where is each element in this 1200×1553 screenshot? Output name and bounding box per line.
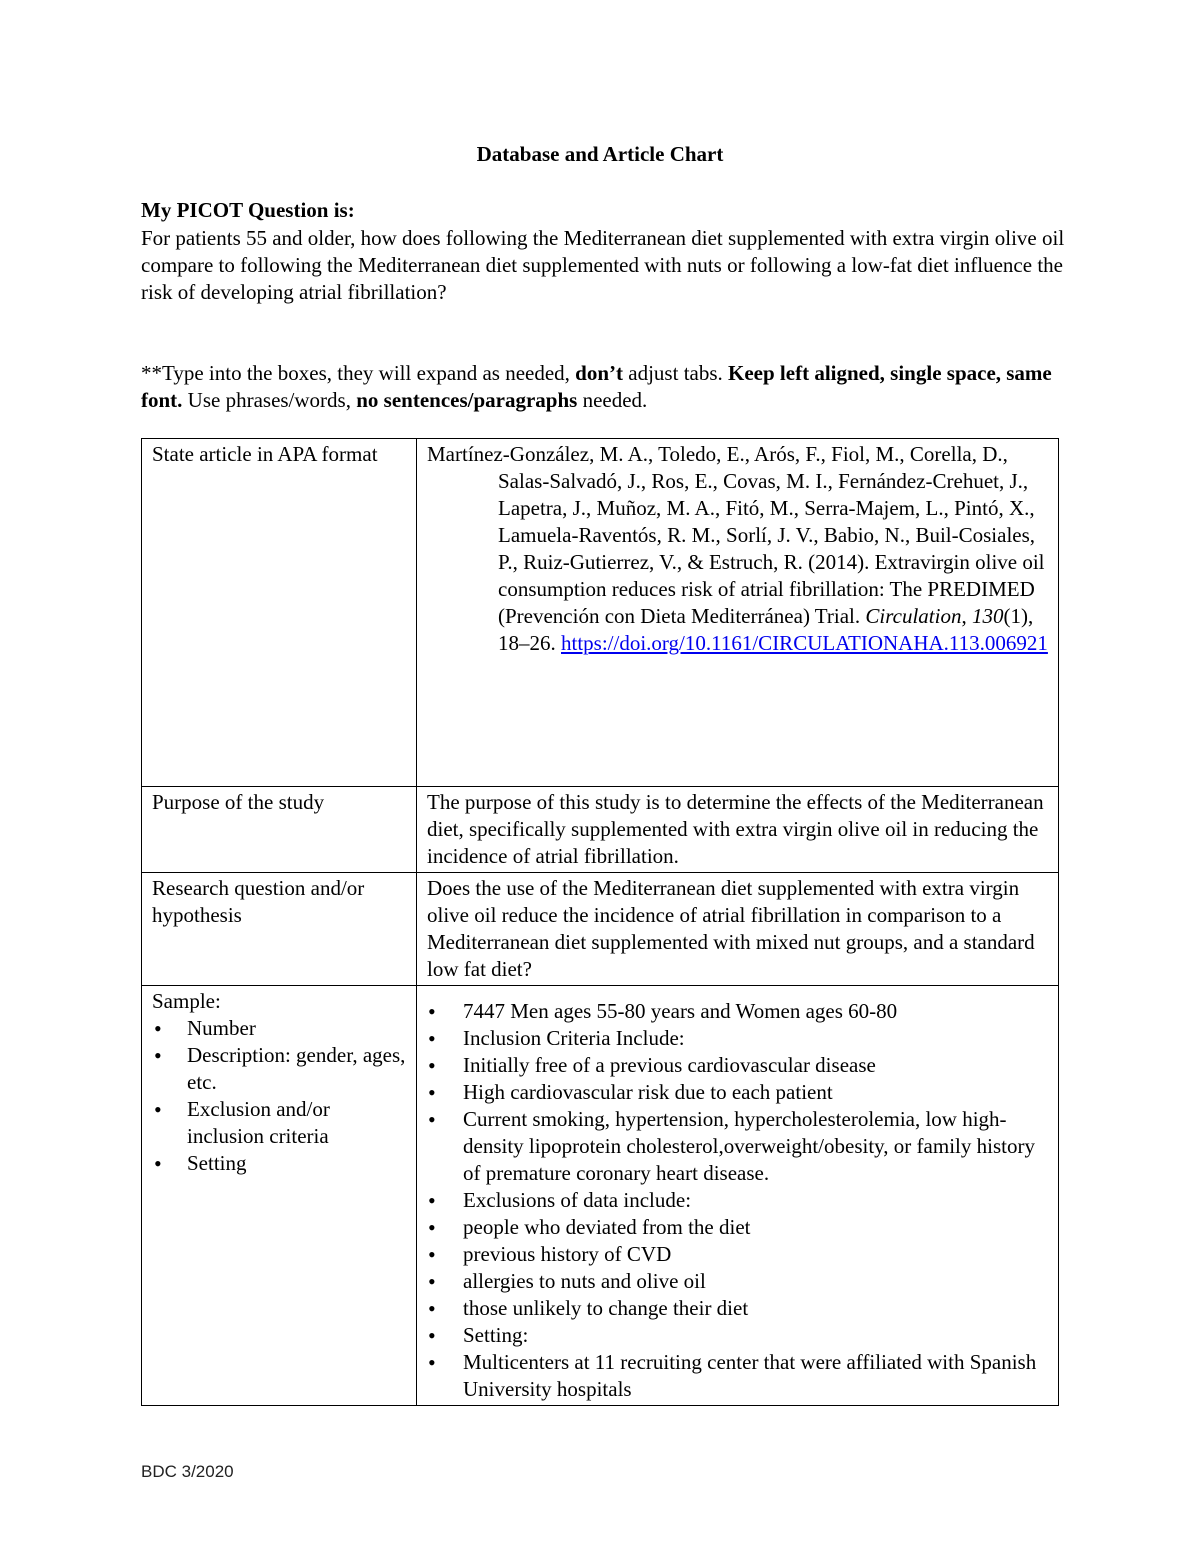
apa-citation: Martínez-González, M. A., Toledo, E., Arós, F., Fiol, M., Corella, D., Salas-Salvadó, J., Ros, E., Covas, M. I., Fernández-Crehuet, J., Lapetra, J., Muñoz, M. A., Fitó, M., Serra-Majem, L., Pintó, X., Lamuela-Raventós, R. M., Sorlí, J. V., Babio, N., Buil-Cosiales, P., Ruiz-Gutierrez, V., & Estruch, R. (2014). Extravirgin olive oil consumption reduces risk of atrial fibrillation: The PREDIMED (Prevención con Dieta Mediterránea) Trial. Circulation, 130(1), 18–26. https://doi.org/10.1161/CIRCULATIONAHA.113.006921 [427,442,1048,655]
instructions-bold-1: don’t [575,361,624,385]
list-item: • Current smoking, hypertension, hypercholesterolemia, low high-density lipoprotein cholesterol,overweight/obesity, or family history of premature coronary heart disease. [463,1106,1049,1187]
purpose-text-cell[interactable] [417,787,1059,873]
purpose-label: Purpose of the study [152,790,325,814]
sample-label-item: • Setting [187,1150,407,1177]
footer-text: BDC 3/2020 [141,1462,234,1481]
instructions-text-2: adjust tabs. [623,361,729,385]
list-item: • those unlikely to change their diet [463,1295,1049,1322]
list-item: • 7447 Men ages 55-80 years and Women ages 60-80 [463,998,1049,1025]
list-item: • Initially free of a previous cardiovascular disease [463,1052,1049,1079]
apa-label-cell[interactable] [142,439,417,787]
sample-label-item: • Exclusion and/or inclusion criteria [187,1096,407,1150]
instructions-bold-3: no sentences/paragraphs [356,388,578,412]
research-label-cell[interactable] [142,873,417,986]
apa-volume: 130 [971,604,1004,628]
sample-label-cell[interactable] [142,986,417,1406]
research-text: Does the use of the Mediterranean diet supplemented with extra virgin olive oil reduce the incidence of atrial fibrillation in comparison to a Mediterranean diet supplemented with mixed nut groups, and a standard low fat diet? [427,876,1035,981]
instructions [141,360,1061,414]
list-item: • Setting: [463,1322,1049,1349]
purpose-text: The purpose of this study is to determine the effects of the Mediterranean diet, specifically supplemented with extra virgin olive oil in reducing the incidence of atrial fibrillation. [427,790,1044,868]
apa-journal: Circulation [865,604,962,628]
sample-label-item: • Number [187,1015,407,1042]
picot-question: For patients 55 and older, how does following the Mediterranean diet supplemented with extra virgin olive oil compare to following the Mediterranean diet supplemented with nuts or following a low-fat diet influence the risk of developing atrial fibrillation? [141,226,1065,304]
list-item: • people who deviated from the diet [463,1214,1049,1241]
instructions-text-3: Use phrases/words, [182,388,357,412]
instructions-bold-2: Keep left aligned, single space, same font. [141,361,1052,412]
research-label: Research question and/or hypothesis [152,876,365,927]
row-apa [142,439,1059,787]
purpose-label-cell[interactable] [142,787,417,873]
sample-text-cell[interactable] [417,986,1059,1406]
list-item: • allergies to nuts and olive oil [463,1268,1049,1295]
sample-label-list [152,1015,407,1177]
list-item: • High cardiovascular risk due to each patient [463,1079,1049,1106]
row-purpose [142,787,1059,873]
instructions-text-4: needed. [577,388,648,412]
apa-authors: Martínez-González, M. A., Toledo, E., Arós, F., Fiol, M., Corella, D., Salas-Salvadó, J., Ros, E., Covas, M. I., Fernández-Crehuet, J., Lapetra, J., Muñoz, M. A., Fitó, M., Serra-Majem, L., Pintó, X., Lamuela-Raventós, R. M., Sorlí, J. V., Babio, N., Buil-Cosiales, P., Ruiz-Gutierrez, V., & Estruch, R. (2014). Extravirgin olive oil consumption reduces risk of atrial fibrillation: The PREDIMED (Prevención con Dieta Mediterránea) Trial. [427,442,1045,628]
row-research [142,873,1059,986]
row-sample [142,986,1059,1406]
list-item: • Multicenters at 11 recruiting center that were affiliated with Spanish University hospitals [463,1349,1049,1403]
list-item: • previous history of CVD [463,1241,1049,1268]
sample-label: Sample: [152,989,221,1013]
list-item: • Exclusions of data include: [463,1187,1049,1214]
apa-label: State article in APA format [152,442,378,466]
page-title: Database and Article Chart [476,142,724,166]
apa-citation-cell[interactable] [417,439,1059,787]
article-chart-table [141,438,1059,1406]
picot-heading: My PICOT Question is: [141,198,355,222]
sample-list [427,998,1049,1403]
instructions-text-1: **Type into the boxes, they will expand as needed, [141,361,576,385]
doi-link[interactable]: https://doi.org/10.1161/CIRCULATIONAHA.113.006921 [561,631,1048,655]
list-item: • Inclusion Criteria Include: [463,1025,1049,1052]
research-text-cell[interactable] [417,873,1059,986]
sample-label-item: • Description: gender, ages, etc. [187,1042,407,1096]
apa-issue-pages: (1), 18–26. [498,604,1034,655]
